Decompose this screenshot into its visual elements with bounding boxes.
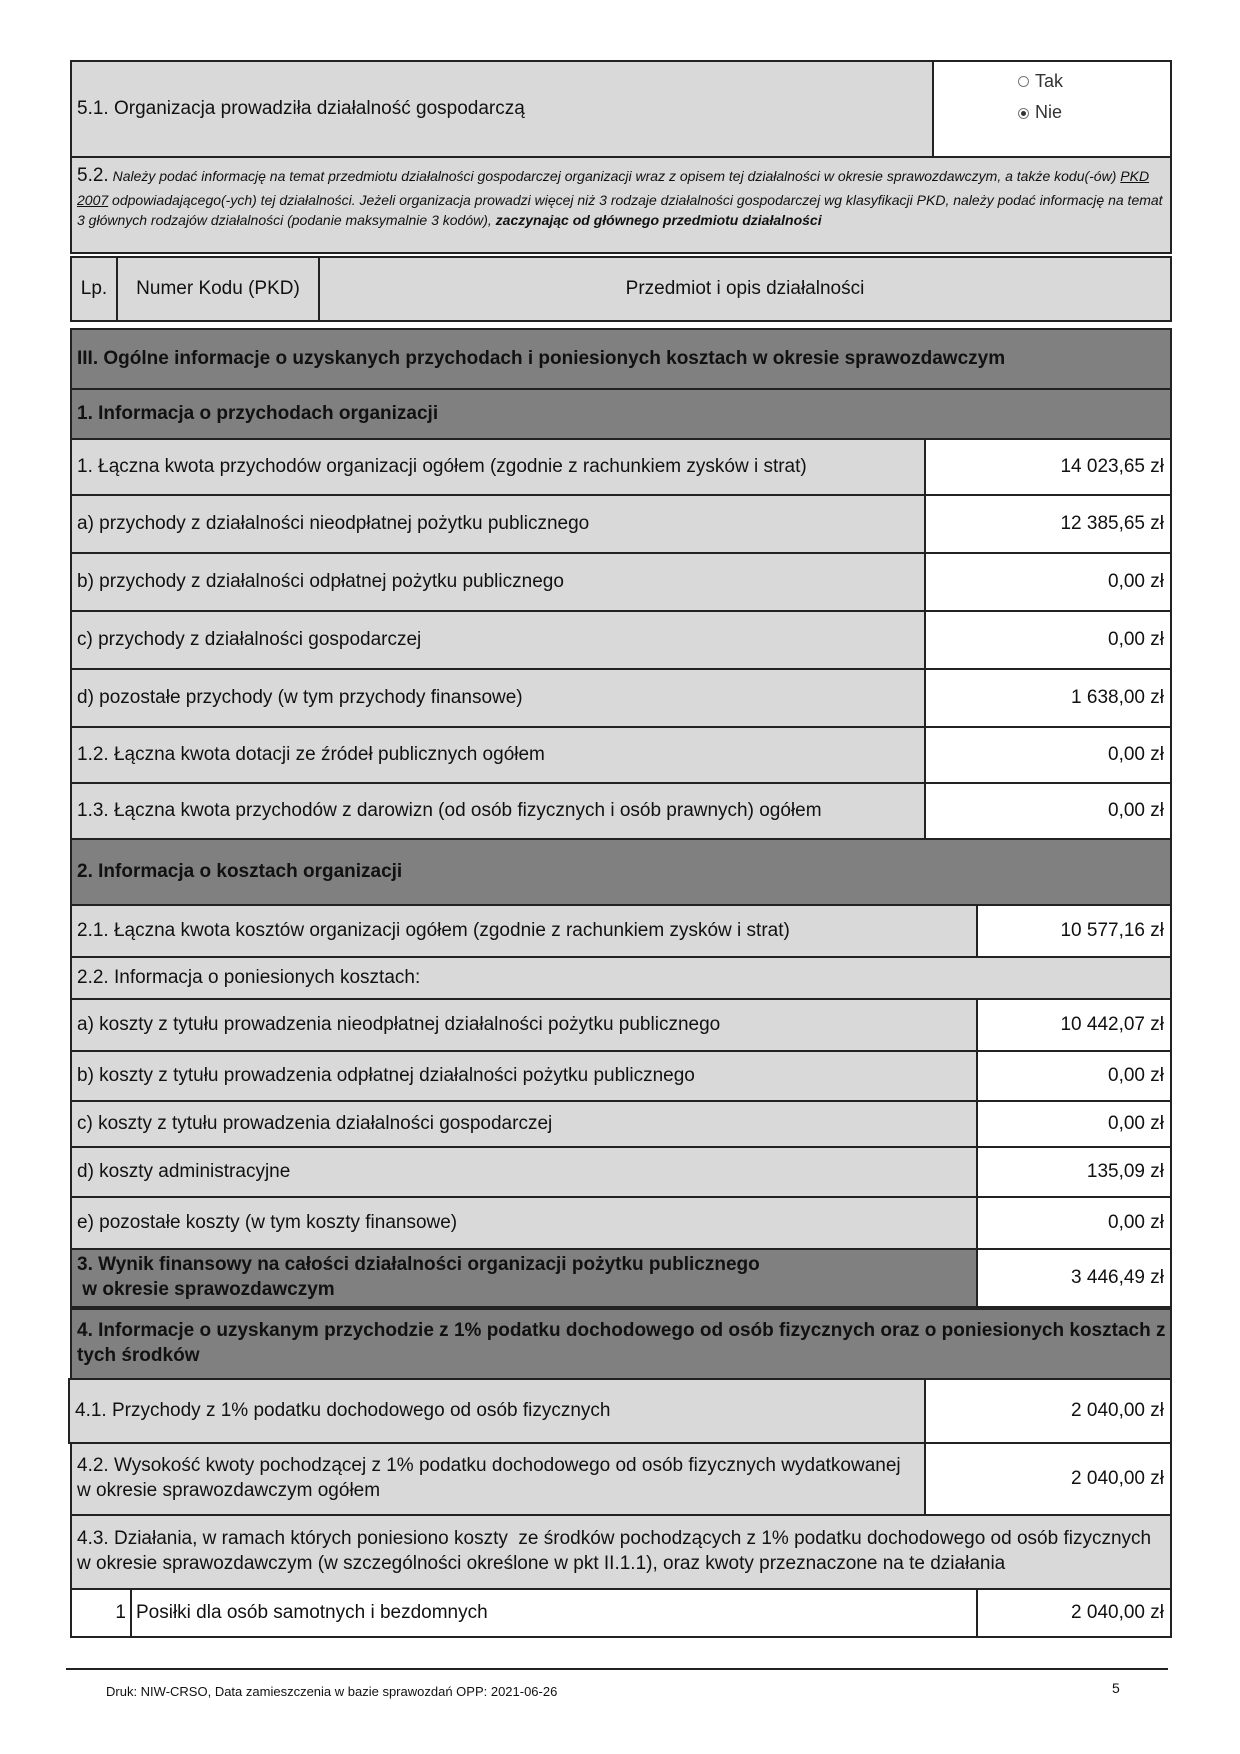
item-no-cell: [70, 1588, 132, 1638]
cost-row-label: [70, 1100, 978, 1148]
onepercent-title: 4. Informacje o uzyskanym przychodzie z 1% podatku dochodowego od osób fizycznych oraz o poniesionych kosztach z tych środków: [77, 1320, 1166, 1366]
income-label: 1.3. Łączna kwota przychodów z darowizn (od osób fizycznych i osób prawnych) ogółem: [77, 799, 822, 821]
cost-row-label: [70, 998, 978, 1052]
income-row-value: [924, 552, 1172, 612]
income-value: 12 385,65 zł: [1060, 512, 1164, 534]
cost-row-value: [976, 998, 1172, 1052]
section3-header: [70, 328, 1172, 390]
income-row-label: [70, 552, 926, 612]
s51-label: 5.1. Organizacja prowadziła działalność gospodarczą: [77, 97, 525, 119]
income-row-label: [70, 726, 926, 784]
radio-tak-label: Tak: [1035, 71, 1064, 91]
cost-label: e) pozostałe koszty (w tym koszty finansowe): [77, 1211, 458, 1233]
cost-row-value: [976, 1100, 1172, 1148]
cost-row-value: [976, 1050, 1172, 1102]
r42-value: [924, 1442, 1172, 1516]
income-row-value: [924, 726, 1172, 784]
r43-text: [77, 1527, 1151, 1576]
cost-value: 0,00 zł: [1108, 1211, 1164, 1233]
cost-value: 10 442,07 zł: [1060, 1013, 1164, 1035]
radio-nie-label: Nie: [1035, 102, 1063, 123]
radio-tak[interactable]: [1018, 70, 1063, 93]
cost-value: 0,00 zł: [1108, 1112, 1164, 1134]
r41-text: 4.1. Przychody z 1% podatku dochodowego od osób fizycznych: [75, 1399, 611, 1421]
r41-amount: 2 040,00 zł: [1071, 1399, 1164, 1421]
costs-total-amount: 10 577,16 zł: [1060, 919, 1164, 941]
r43-header: [70, 1514, 1172, 1590]
pkd-link[interactable]: PKD 2007: [77, 168, 1150, 208]
income-row-label: [70, 782, 926, 840]
income-row-label: [70, 494, 926, 554]
col-header-lp: [70, 256, 118, 322]
income-row-label: [70, 438, 926, 496]
result-line2: w okresie sprawozdawczym: [77, 1279, 335, 1300]
col-lp-label: Lp.: [80, 277, 108, 299]
income-label: 1. Łączna kwota przychodów organizacji ogółem (zgodnie z rachunkiem zysków i strat): [77, 455, 807, 477]
section3-title: III. Ogólne informacje o uzyskanych przychodach i poniesionych kosztach w okresie sprawozdawczym: [77, 347, 1006, 369]
result-value: [976, 1248, 1172, 1308]
r43-line2: w okresie sprawozdawczym (w szczególności określone w pkt II.1.1), oraz kwoty przeznaczone na te działania: [77, 1553, 1006, 1574]
income-value: 0,00 zł: [1108, 628, 1164, 650]
page-number: 5: [1112, 1680, 1120, 1696]
r41-label: [68, 1378, 926, 1444]
costs-subheader: [70, 956, 1172, 1000]
radio-unchecked-icon: [1018, 76, 1029, 87]
costs-total-text: 2.1. Łączna kwota kosztów organizacji ogółem (zgodnie z rachunkiem zysków i strat): [77, 919, 790, 941]
col-header-desc: [318, 256, 1172, 322]
r42-text: [77, 1454, 901, 1503]
income-header: [70, 388, 1172, 440]
costs-header: [70, 838, 1172, 906]
r42-line1: 4.2. Wysokość kwoty pochodzącej z 1% podatku dochodowego od osób fizycznych wydatkowanej: [77, 1455, 901, 1477]
income-row-value: [924, 782, 1172, 840]
item-no: 1: [115, 1601, 126, 1623]
item-value: 2 040,00 zł: [1071, 1601, 1164, 1623]
income-title: 1. Informacja o przychodach organizacji: [77, 402, 439, 424]
r42-amount: 2 040,00 zł: [1071, 1467, 1164, 1489]
footer-divider: [66, 1668, 1168, 1670]
cost-label: b) koszty z tytułu prowadzenia odpłatnej działalności pożytku publicznego: [77, 1064, 695, 1086]
result-label: [70, 1248, 978, 1308]
income-row-label: [70, 668, 926, 728]
cost-row-value: [976, 1196, 1172, 1250]
income-value: 0,00 zł: [1108, 743, 1164, 765]
costs-total-label: [70, 904, 978, 958]
s52-bold: zaczynając od głównego przedmiotu działalności: [495, 211, 822, 228]
r42-label: [70, 1442, 926, 1516]
income-row-value: [924, 668, 1172, 728]
income-row-value: [924, 438, 1172, 496]
cost-row-label: [70, 1196, 978, 1250]
onepercent-header: [70, 1308, 1172, 1380]
income-row-value: [924, 494, 1172, 554]
col-code-label: Numer Kodu (PKD): [136, 277, 300, 299]
item-label-cell: [130, 1588, 978, 1638]
footer-text: Druk: NIW-CRSO, Data zamieszczenia w bazie sprawozdań OPP: 2021-06-26: [106, 1684, 558, 1699]
cost-row-value: [976, 1146, 1172, 1198]
cost-row-label: [70, 1146, 978, 1198]
result-line1: 3. Wynik finansowy na całości działalności organizacji pożytku publicznego: [77, 1254, 760, 1276]
r43-line1: 4.3. Działania, w ramach których poniesiono koszty ze środków pochodzących z 1% podatku dochodowego od osób fizycznych: [77, 1528, 1152, 1550]
cost-value: 135,09 zł: [1086, 1160, 1164, 1182]
s52-text2: odpowiadającego(-ych) tej działalności. Jeżeli organizacja prowadzi więcej niż 3 rodzaje działalności gospodarczej wg klasyfikacji PKD, należy podać informację na temat 3 głównych rodzajów działalności (podanie maksymalnie 3 kodów),: [77, 191, 1163, 228]
income-label: a) przychody z działalności nieodpłatnej pożytku publicznego: [77, 512, 590, 534]
col-header-code: [116, 256, 320, 322]
cost-label: a) koszty z tytułu prowadzenia nieodpłatnej działalności pożytku publicznego: [77, 1013, 721, 1035]
cost-label: c) koszty z tytułu prowadzenia działalności gospodarczej: [77, 1112, 553, 1134]
costs-subheader-text: 2.2. Informacja o poniesionych kosztach:: [77, 966, 421, 988]
cost-label: d) koszty administracyjne: [77, 1160, 291, 1182]
radio-checked-icon: [1018, 108, 1029, 119]
income-label: c) przychody z działalności gospodarczej: [77, 628, 422, 650]
income-value: 0,00 zł: [1108, 570, 1164, 592]
result-amount: 3 446,49 zł: [1071, 1266, 1164, 1288]
s52-instructions: [70, 156, 1172, 254]
income-value: 1 638,00 zł: [1071, 686, 1164, 708]
col-desc-label: Przedmiot i opis działalności: [625, 277, 865, 299]
item-value-cell: [976, 1588, 1172, 1638]
s52-prefix: 5.2.: [77, 165, 109, 186]
cost-value: 0,00 zł: [1108, 1064, 1164, 1086]
s52-text1: Należy podać informację na temat przedmiotu działalności gospodarczej organizacji wraz z opisem tej działalności w okresie sprawozdawczym, a także kodu(-ów): [108, 168, 1121, 184]
radio-nie[interactable]: [1018, 101, 1062, 124]
result-label-text: [77, 1253, 760, 1302]
s52-text: [77, 162, 1165, 230]
income-value: 14 023,65 zł: [1060, 455, 1164, 477]
income-label: 1.2. Łączna kwota dotacji ze źródeł publicznych ogółem: [77, 743, 545, 765]
income-label: b) przychody z działalności odpłatnej pożytku publicznego: [77, 570, 564, 592]
costs-total-value: [976, 904, 1172, 958]
s51-radio-group: [932, 60, 1172, 158]
costs-title: 2. Informacja o kosztach organizacji: [77, 860, 403, 882]
income-label: d) pozostałe przychody (w tym przychody finansowe): [77, 686, 523, 708]
s51-label-cell: [70, 60, 934, 158]
item-label: Posiłki dla osób samotnych i bezdomnych: [136, 1601, 488, 1623]
income-value: 0,00 zł: [1108, 799, 1164, 821]
r41-value: [924, 1378, 1172, 1444]
r42-line2: w okresie sprawozdawczym ogółem: [77, 1480, 381, 1501]
income-row-label: [70, 610, 926, 670]
cost-row-label: [70, 1050, 978, 1102]
income-row-value: [924, 610, 1172, 670]
